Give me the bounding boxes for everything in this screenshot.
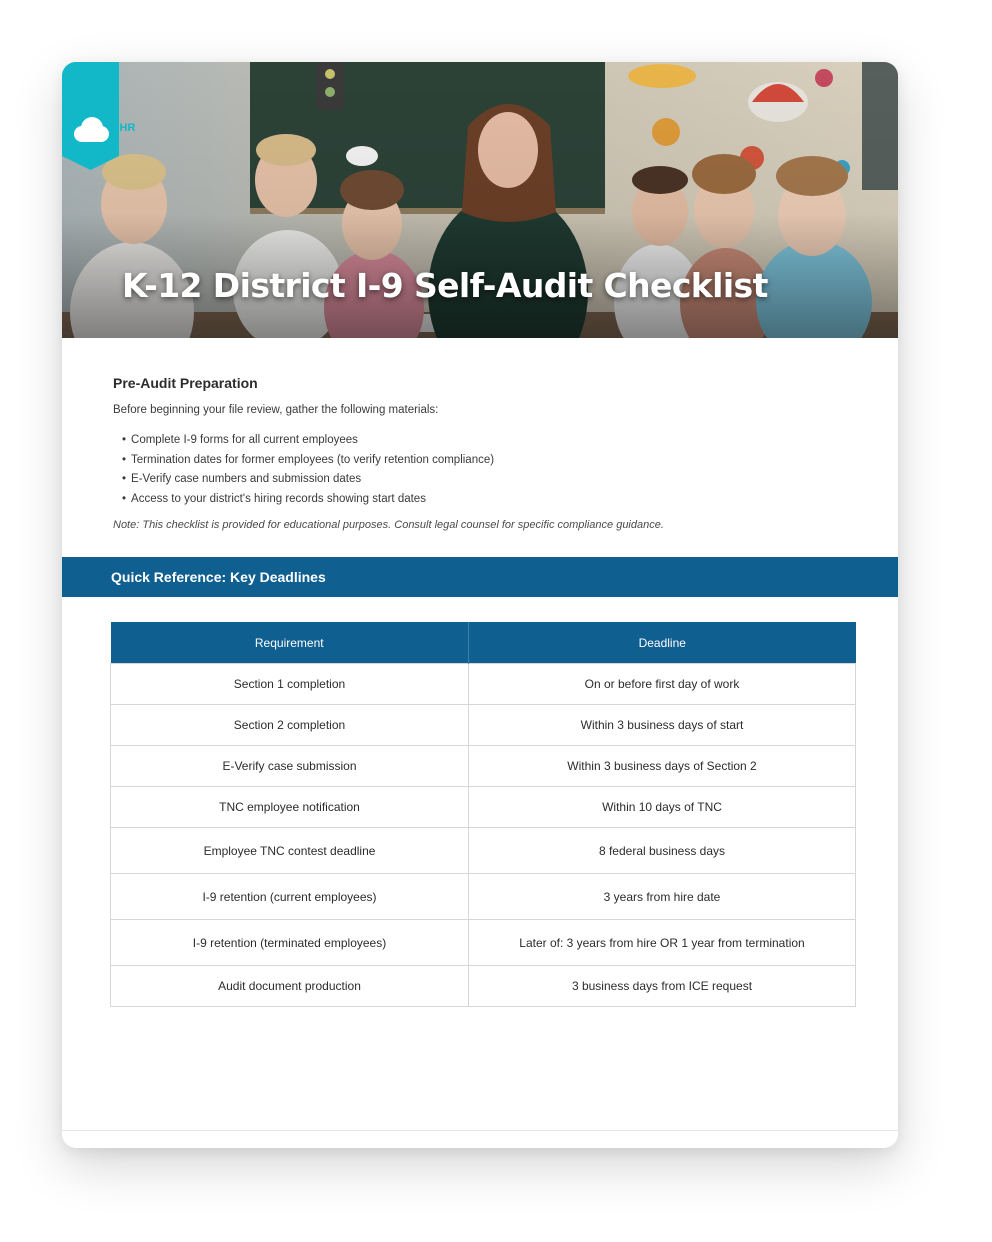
requirement-cell: E-Verify case submission bbox=[111, 746, 469, 787]
hr-badge-label: HR bbox=[119, 122, 136, 134]
table-row bbox=[111, 828, 856, 874]
requirement-cell: Section 1 completion bbox=[111, 664, 469, 705]
hero-banner bbox=[62, 62, 898, 338]
page-title: K-12 District I-9 Self-Audit Checklist bbox=[122, 266, 768, 305]
document-card bbox=[62, 62, 898, 1148]
quick-reference-band bbox=[62, 557, 898, 597]
deadline-cell: 8 federal business days bbox=[469, 828, 856, 874]
pre-audit-heading: Pre-Audit Preparation bbox=[113, 375, 258, 391]
table-row bbox=[111, 705, 856, 746]
deadline-cell: On or before first day of work bbox=[469, 664, 856, 705]
table-row bbox=[111, 874, 856, 920]
requirement-cell: Audit document production bbox=[111, 966, 469, 1007]
table-row bbox=[111, 920, 856, 966]
deadline-cell: Later of: 3 years from hire OR 1 year from termination bbox=[469, 920, 856, 966]
list-item: • Termination dates for former employees (to verify retention compliance) bbox=[122, 451, 494, 471]
table-row bbox=[111, 664, 856, 705]
page-bottom-divider bbox=[62, 1130, 898, 1131]
deadline-cell: Within 10 days of TNC bbox=[469, 787, 856, 828]
deadlines-table bbox=[110, 622, 856, 1007]
deadline-cell: Within 3 business days of start bbox=[469, 705, 856, 746]
list-item: • Access to your district's hiring records showing start dates bbox=[122, 490, 494, 510]
disclaimer-note: Note: This checklist is provided for educational purposes. Consult legal counsel for specific compliance guidance. bbox=[113, 519, 664, 531]
deadline-cell: Within 3 business days of Section 2 bbox=[469, 746, 856, 787]
hr-ribbon-badge bbox=[62, 62, 119, 170]
pre-audit-intro: Before beginning your file review, gather the following materials: bbox=[113, 404, 439, 416]
table-row bbox=[111, 787, 856, 828]
requirement-cell: Section 2 completion bbox=[111, 705, 469, 746]
table-row bbox=[111, 966, 856, 1007]
quick-reference-heading: Quick Reference: Key Deadlines bbox=[111, 569, 326, 585]
deadline-cell: 3 business days from ICE request bbox=[469, 966, 856, 1007]
requirement-cell: I-9 retention (terminated employees) bbox=[111, 920, 469, 966]
materials-list bbox=[122, 431, 494, 509]
requirement-cell: TNC employee notification bbox=[111, 787, 469, 828]
list-item: • E-Verify case numbers and submission dates bbox=[122, 470, 494, 490]
requirement-cell: I-9 retention (current employees) bbox=[111, 874, 469, 920]
table-row bbox=[111, 746, 856, 787]
list-item: • Complete I-9 forms for all current employees bbox=[122, 431, 494, 451]
table-header-row bbox=[111, 622, 856, 664]
column-header-requirement: Requirement bbox=[111, 622, 469, 664]
requirement-cell: Employee TNC contest deadline bbox=[111, 828, 469, 874]
deadline-cell: 3 years from hire date bbox=[469, 874, 856, 920]
column-header-deadline: Deadline bbox=[469, 622, 856, 664]
